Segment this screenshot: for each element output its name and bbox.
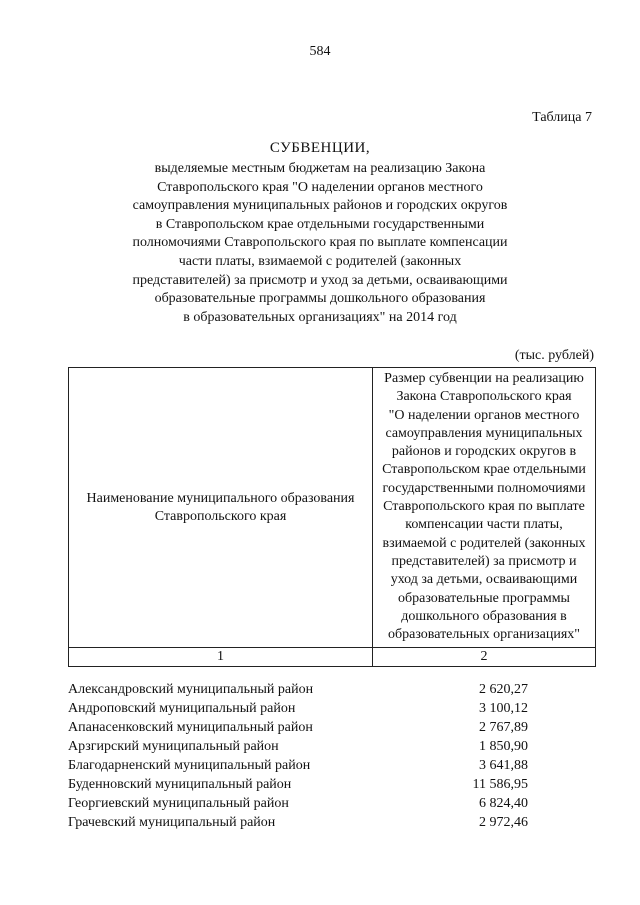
table-row xyxy=(68,680,595,699)
column-number-2: 2 xyxy=(373,648,596,667)
document-subtitle xyxy=(100,160,540,327)
subtitle-line: представителей) за присмотр и уход за детьми, осваивающими xyxy=(132,272,508,288)
subtitle-line: в образовательных организациях" на 2014 год xyxy=(183,309,457,325)
subtitle-line: самоуправления муниципальных районов и городских округов xyxy=(132,198,508,214)
subsidy-value: 2 972,46 xyxy=(479,815,528,830)
table-row xyxy=(68,699,595,718)
table-row xyxy=(68,737,595,756)
subtitle-line: в Ставропольском крае отдельными государственными xyxy=(155,216,485,232)
header-size-line: "О наделении органов местного xyxy=(388,407,580,423)
municipality-name: Благодарненский муниципальный район xyxy=(68,758,311,773)
subsidy-value: 3 641,88 xyxy=(479,758,528,773)
subsidy-value: 1 850,90 xyxy=(479,739,528,754)
subtitle-line: образовательные программы дошкольного образования xyxy=(154,291,486,307)
column-number-1: 1 xyxy=(69,648,373,667)
municipality-name: Георгиевский муниципальный район xyxy=(68,796,289,811)
table-row xyxy=(68,813,595,832)
subsidy-table-header xyxy=(68,367,596,667)
subtitle-line: части платы, взимаемой с родителей (законных xyxy=(178,253,462,269)
subtitle-line: выделяемые местным бюджетам на реализацию Закона xyxy=(154,161,486,176)
header-size-line: образовательных организациях" xyxy=(388,627,580,643)
table-row xyxy=(68,775,595,794)
municipality-name: Арзгирский муниципальный район xyxy=(68,739,279,754)
subsidy-value: 6 824,40 xyxy=(479,796,528,811)
header-name-line: Ставропольского края xyxy=(154,508,287,524)
header-size-line: дошкольного образования в xyxy=(401,608,567,624)
subtitle-line: полномочиями Ставропольского края по выплате компенсации xyxy=(132,235,508,251)
header-size-line: районов и городских округов в xyxy=(391,444,577,460)
header-subsidy-amount xyxy=(373,368,596,648)
municipality-name: Грачевский муниципальный район xyxy=(68,815,276,830)
header-name-line: Наименование муниципального образования xyxy=(86,490,355,506)
table-label: Таблица 7 xyxy=(532,110,592,125)
subtitle-line: Ставропольского края "О наделении органов местного xyxy=(157,179,483,195)
header-size-line: представителей) за присмотр и xyxy=(391,553,577,569)
header-size-line: Ставропольского края по выплате xyxy=(383,499,585,515)
table-row xyxy=(68,794,595,813)
subsidy-value: 11 586,95 xyxy=(472,777,528,792)
header-municipality-name xyxy=(69,368,373,648)
subsidy-table-body xyxy=(68,680,595,832)
page-number: 584 xyxy=(309,44,331,59)
header-size-line: взимаемой с родителей (законных xyxy=(382,535,586,551)
subsidy-value: 3 100,12 xyxy=(479,701,528,716)
header-size-line: самоуправления муниципальных xyxy=(385,425,583,441)
units-label: (тыс. рублей) xyxy=(514,348,594,363)
header-size-line: уход за детьми, осваивающими xyxy=(390,572,578,588)
municipality-name: Александровский муниципальный район xyxy=(68,682,314,697)
document-title: СУБВЕНЦИИ, xyxy=(269,140,371,156)
header-size-line: государственными полномочиями xyxy=(382,480,586,496)
header-size-line: Размер субвенции на реализацию xyxy=(384,371,584,386)
municipality-name: Буденновский муниципальный район xyxy=(68,777,292,792)
municipality-name: Андроповский муниципальный район xyxy=(68,701,296,716)
header-size-line: образовательные программы xyxy=(398,590,570,606)
header-size-line: Закона Ставропольского края xyxy=(396,389,572,405)
header-size-line: компенсации части платы, xyxy=(405,517,563,533)
table-row xyxy=(68,756,595,775)
header-size-line: Ставропольском крае отдельными xyxy=(382,462,586,478)
municipality-name: Апанасенковский муниципальный район xyxy=(68,720,313,735)
table-row xyxy=(68,718,595,737)
subsidy-value: 2 767,89 xyxy=(479,720,528,735)
subsidy-value: 2 620,27 xyxy=(479,682,528,697)
